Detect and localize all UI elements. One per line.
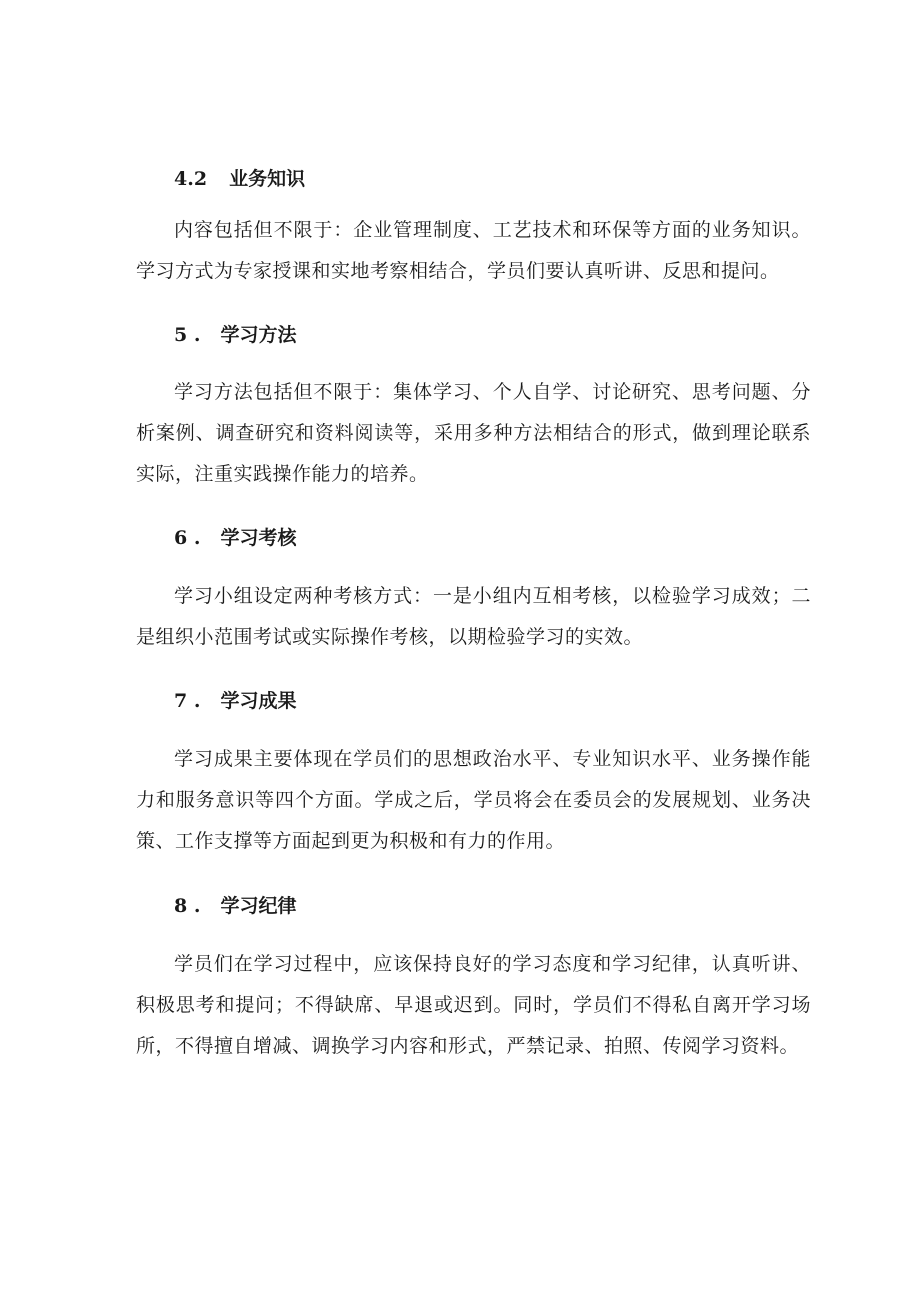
section-title: 学习纪律 [220, 895, 297, 917]
section-title: 学习成果 [220, 690, 297, 712]
section-number: 5 . [174, 324, 201, 346]
section-heading-7 [174, 688, 296, 714]
section-paragraph: 学习小组设定两种考核方式：一是小组内互相考核，以检验学习成效；二是组织小范围考试或实际操作考核，以期检验学习的实效。 [136, 585, 811, 648]
section-paragraph: 内容包括但不限于：企业管理制度、工艺技术和环保等方面的业务知识。学习方式为专家授课和实地考察相结合，学员们要认真听讲、反思和提问。 [136, 219, 811, 282]
section-number: 6 . [174, 527, 201, 549]
section-heading-4-2 [174, 166, 305, 192]
section-number: 7 . [174, 690, 201, 712]
section-number: 4.2 [174, 168, 208, 190]
section-title: 业务知识 [229, 168, 306, 190]
section-paragraph: 学员们在学习过程中，应该保持良好的学习态度和学习纪律，认真听讲、积极思考和提问；不得缺席、早退或迟到。同时，学员们不得私自离开学习场所，不得擅自增减、调换学习内容和形式，严禁记录、拍照、传阅学习资料。 [136, 953, 811, 1057]
section-heading-8 [174, 893, 296, 919]
section-heading-6 [174, 525, 296, 551]
section-heading-5 [174, 322, 296, 348]
section-title: 学习考核 [220, 527, 297, 549]
section-paragraph: 学习成果主要体现在学员们的思想政治水平、专业知识水平、业务操作能力和服务意识等四个方面。学成之后，学员将会在委员会的发展规划、业务决策、工作支撑等方面起到更为积极和有力的作用。 [136, 748, 811, 852]
section-number: 8 . [174, 895, 201, 917]
section-paragraph: 学习方法包括但不限于：集体学习、个人自学、讨论研究、思考问题、分析案例、调查研究和资料阅读等，采用多种方法相结合的形式，做到理论联系实际，注重实践操作能力的培养。 [136, 381, 811, 485]
section-title: 学习方法 [220, 324, 297, 346]
